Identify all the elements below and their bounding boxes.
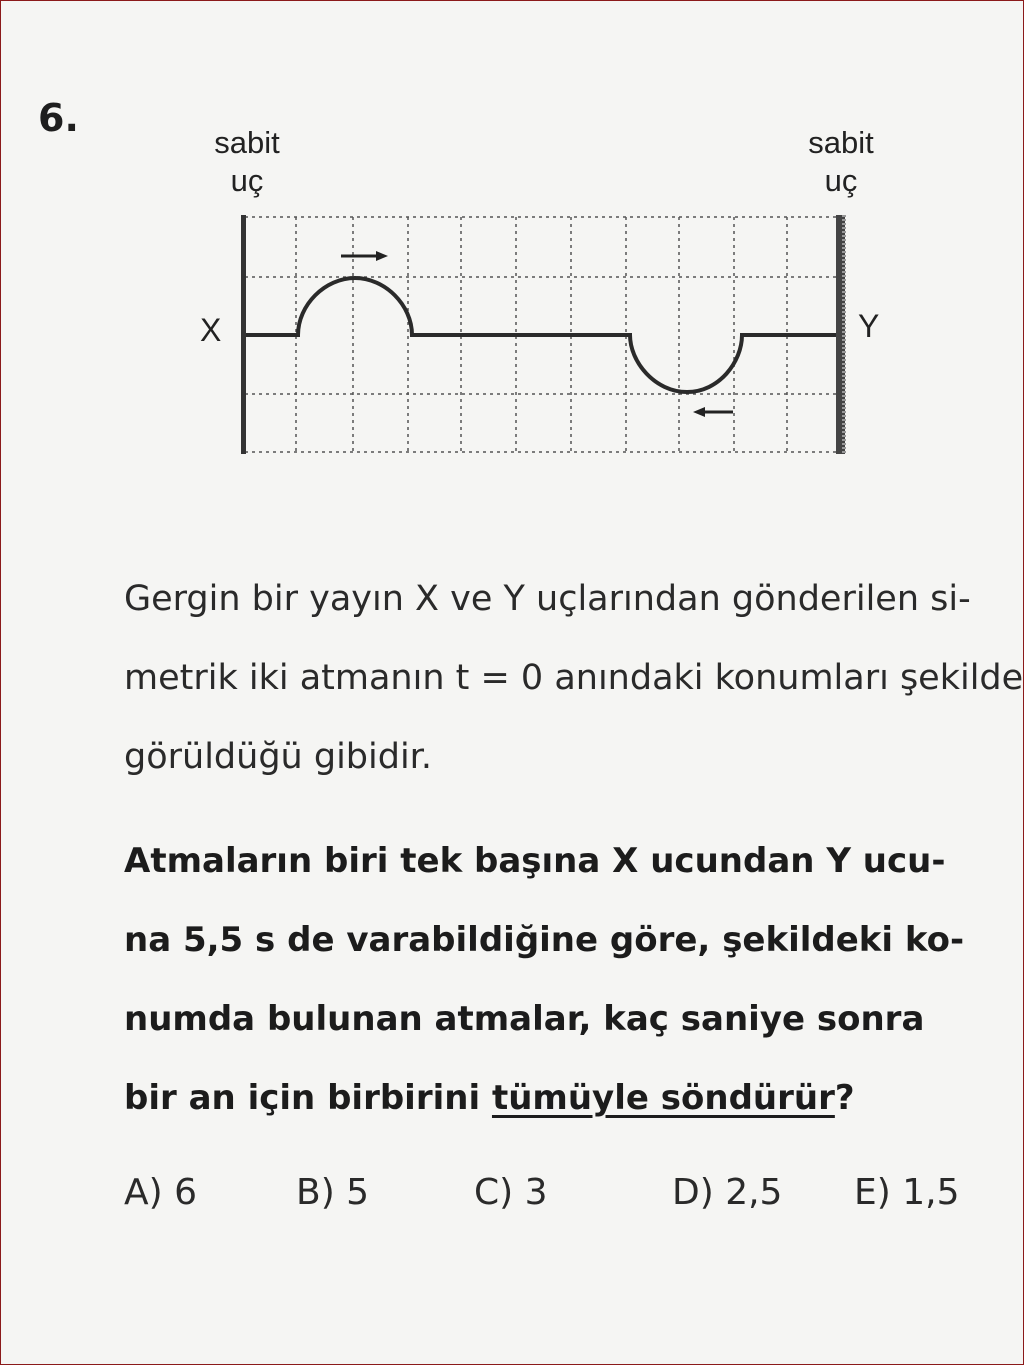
end-label-x: X xyxy=(200,312,222,348)
right-arrow-icon xyxy=(341,251,388,261)
left-arrow-icon xyxy=(693,407,733,417)
answer-options xyxy=(124,1172,994,1222)
question-line: na 5,5 s de varabildiğine göre, şekildeki ko- xyxy=(124,920,965,960)
left-fixed-end-label-line2: uç xyxy=(230,163,264,198)
right-fixed-end-label-line2: uç xyxy=(824,163,858,198)
question-text xyxy=(124,822,994,1138)
question-last-line xyxy=(124,1059,994,1138)
question-last-suffix: ? xyxy=(834,1078,855,1118)
option-c[interactable]: C) 3 xyxy=(474,1172,548,1213)
end-label-y: Y xyxy=(858,308,880,344)
option-e[interactable]: E) 1,5 xyxy=(854,1172,960,1213)
stem-line: Gergin bir yayın X ve Y uçlarından gönderilen si- xyxy=(124,579,971,619)
question-line: Atmaların biri tek başına X ucundan Y ucu- xyxy=(124,841,946,881)
right-fixed-end-label-line1: sabit xyxy=(808,125,874,160)
option-b[interactable]: B) 5 xyxy=(296,1172,370,1213)
string-pulse-diagram xyxy=(0,0,1024,500)
stem-line: görüldüğü gibidir. xyxy=(124,737,432,777)
left-fixed-end-label-line1: sabit xyxy=(214,125,280,160)
question-underlined-phrase: tümüyle söndürür xyxy=(491,1078,835,1118)
question-last-prefix: bir an için birbirini xyxy=(124,1078,492,1118)
question-stem xyxy=(124,560,1024,797)
left-wall xyxy=(241,215,246,454)
string-with-pulses xyxy=(246,278,836,392)
option-d[interactable]: D) 2,5 xyxy=(672,1172,783,1213)
option-a[interactable]: A) 6 xyxy=(124,1172,198,1213)
question-line: numda bulunan atmalar, kaç saniye sonra xyxy=(124,999,925,1039)
question-number: 6. xyxy=(38,96,79,140)
right-wall xyxy=(836,215,845,454)
stem-line: metrik iki atmanın t = 0 anındaki konumları şekilde xyxy=(124,658,1024,698)
